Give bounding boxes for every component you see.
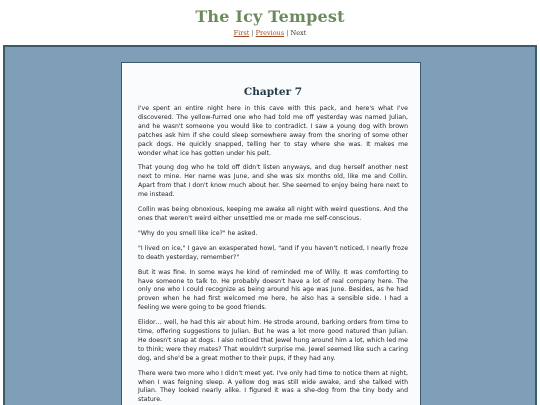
story-paragraph: There were two more who I didn't meet yet. I've only had time to notice them at night, when I was feigning sleep. A yellow dog was still wide awake, and she talked with Julian. They looked nearly alike. I figured it was a she-dog from the tiny body and stature. bbox=[138, 369, 408, 404]
site-title: The Icy Tempest bbox=[195, 7, 345, 26]
next-link[interactable]: Next bbox=[290, 29, 307, 37]
content-frame bbox=[3, 45, 537, 405]
chapter-title: Chapter 7 bbox=[243, 86, 303, 98]
story-page bbox=[121, 62, 421, 405]
nav-separator: | bbox=[284, 29, 291, 37]
story-paragraph: "I lived on ice," I gave an exasperated howl, "and if you haven't noticed, I nearly froze to death yesterday, remember?" bbox=[138, 244, 408, 261]
story-paragraph: I've spent an entire night here in this cave with this pack, and here's what I've discovered. The yellow-furred one who had told me off yesterday was named Julian, and he wasn't someone you would like to contradict. I saw a young dog with brown patches ask him if she could sleep somewhere away from the snoring of some other pack dogs. He quickly snapped, telling her to stay where she was. It makes me wonder what ice has gotten under his pelt. bbox=[138, 105, 408, 157]
first-link[interactable]: First bbox=[233, 29, 250, 37]
chapter-nav bbox=[0, 29, 540, 37]
story-paragraph: But it was fine. In some ways he kind of reminded me of Willy. It was comforting to have someone to talk to. He probably doesn't have a lot of real company here. The only one who I could recognize as being around his age was June. Besides, as he had proven when he had first welcomed me here, he also has a sensible side. I had a feeling we were going to be good friends. bbox=[138, 268, 408, 312]
previous-link[interactable]: Previous bbox=[255, 29, 285, 37]
story-paragraph: "Why do you smell like ice?" he asked. bbox=[138, 229, 258, 237]
story-paragraph: Collin was being obnoxious, keeping me awake all night with weird questions. And the ones that weren't weird either unsettled me or made me self-conscious. bbox=[138, 206, 408, 222]
story-paragraph: Elidor… well, he had this air about him. He strode around, barking orders from time to time, offering suggestions to Julian. But he was a lot more good natured than Julian. He doesn't snap at dogs. I also noticed that Jewel hung around him a lot, which led me to think; were they mates? That wouldn't surprise me. Jewel seemed like such a caring dog, and she'd be a great mother to their pups, if they had any. bbox=[138, 319, 408, 362]
nav-separator: | bbox=[249, 29, 256, 37]
story-paragraph: That young dog who he told off didn't listen anyways, and dug herself another nest next to mine. Her name was June, and she was six months old, like me and Collin. Apart from that I don't know much about her. She seemed to enjoy being here next to me instead. bbox=[138, 164, 408, 199]
